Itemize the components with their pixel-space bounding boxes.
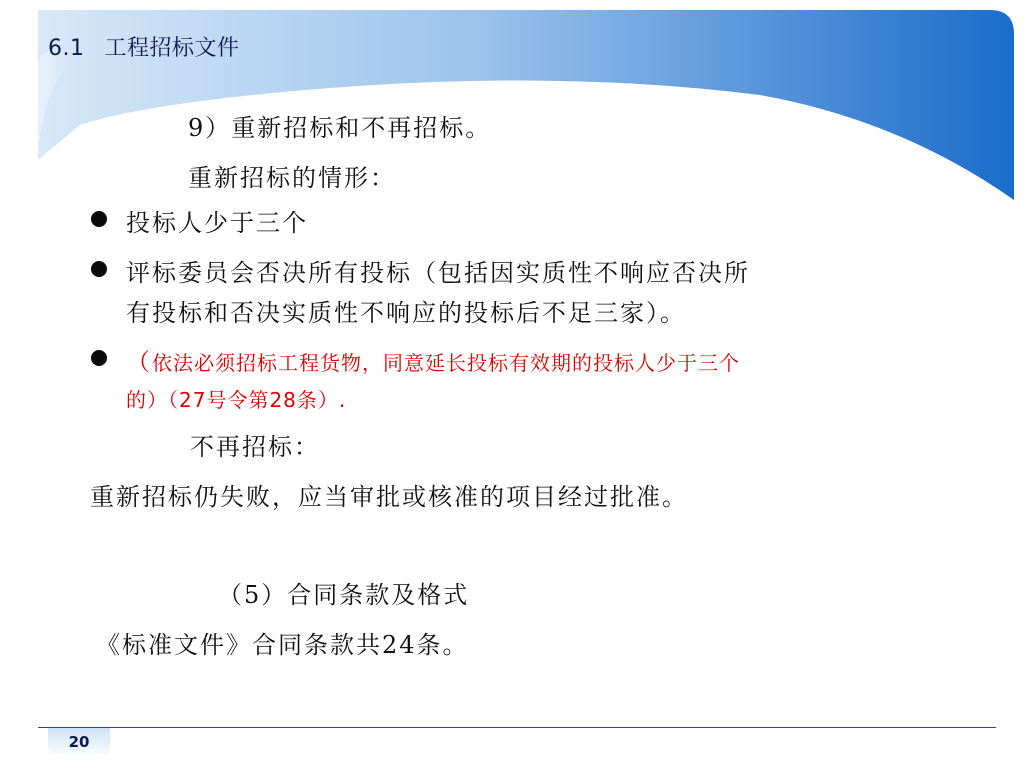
red-note-line1: 依法必须招标工程货物，同意延长投标有效期的投标人少于三个 (152, 351, 740, 375)
bullet-item-1: 投标人少于三个 (126, 209, 308, 237)
contract-heading: （5）合同条款及格式 (218, 581, 470, 609)
open-paren: （ (126, 348, 152, 376)
title-text: 工程招标文件 (104, 36, 240, 61)
subheading-line: 重新招标的情形： (188, 164, 396, 192)
page-number: 20 (68, 733, 90, 751)
bullet-item-2-line2: 有投标和否决实质性不响应的投标后不足三家）。 (126, 299, 686, 327)
slide-title (48, 31, 240, 62)
red-note-line2: 的）（27号令第28条）. (126, 388, 347, 412)
bullet-item-2-line1: 评标委员会否决所有投标（包括因实质性不响应否决所 (126, 259, 750, 287)
no-rebid-text: 重新招标仍失败，应当审批或核准的项目经过批准。 (90, 483, 688, 511)
heading-line: 9）重新招标和不再招标。 (188, 114, 492, 142)
section-number: 6.1 (48, 36, 85, 61)
bullet-dot (91, 261, 107, 277)
footer-divider (38, 727, 996, 728)
no-rebid-heading: 不再招标： (190, 433, 320, 461)
bullet-dot (91, 211, 107, 227)
contract-text: 《标准文件》合同条款共24条。 (96, 631, 469, 659)
bullet-dot (91, 350, 107, 366)
header-background (0, 0, 1024, 200)
bullet-item-3-line1 (126, 342, 740, 377)
